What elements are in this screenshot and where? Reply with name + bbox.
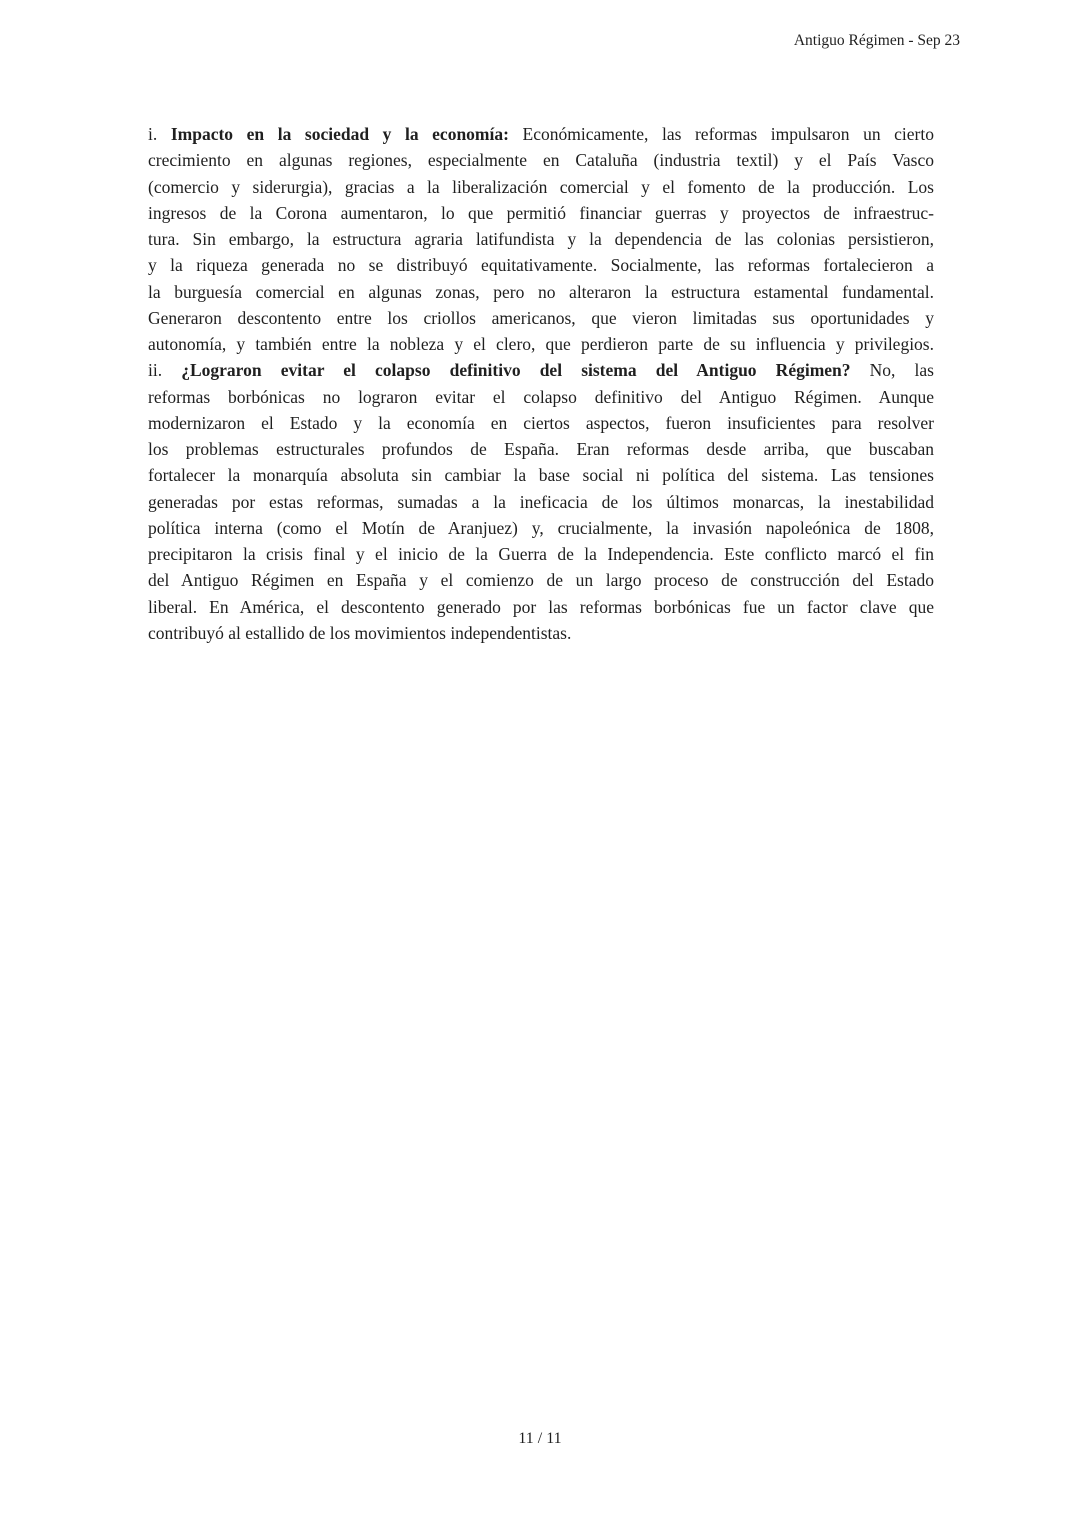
text-line: [148, 121, 934, 147]
text-segment: i.: [148, 124, 171, 144]
text-line: [148, 384, 934, 410]
text-line: [148, 541, 934, 567]
text-segment: ii.: [148, 360, 182, 381]
text-segment: Económicamente, las reformas impulsaron un cierto: [508, 124, 934, 144]
text-line: [148, 174, 934, 200]
text-line: [148, 252, 934, 278]
text-segment: modernizaron el Estado y la economía en ciertos aspectos, fueron insuficientes para resolver: [148, 412, 934, 433]
text-line: [148, 305, 934, 331]
bold-text-segment: ¿Lograron evitar el colapso definitivo del sistema del Antiguo Régimen?: [181, 360, 851, 381]
text-line: [148, 147, 934, 173]
text-segment: (comercio y siderurgia), gracias a la liberalización comercial y el fomento de la producción. Los: [148, 176, 934, 197]
text-line: [148, 357, 934, 383]
text-segment: contribuyó al estallido de los movimientos independentistas.: [148, 622, 572, 643]
text-line: [148, 567, 934, 593]
text-line: [148, 331, 934, 357]
text-line: [148, 489, 934, 515]
text-segment: ingresos de la Corona aumentaron, lo que permitió financiar guerras y proyectos de infraestruc-: [148, 202, 934, 223]
text-segment: del Antiguo Régimen en España y el comienzo de un largo proceso de construcción del Estado: [148, 570, 934, 591]
page-footer: [0, 1429, 1080, 1449]
document-body: [148, 121, 934, 646]
text-segment: precipitaron la crisis final y el inicio de la Guerra de la Independencia. Este conflicto marcó el fin: [148, 544, 934, 564]
text-line: [148, 620, 934, 646]
text-line: [148, 226, 934, 252]
text-segment: generadas por estas reformas, sumadas a la ineficacia de los últimos monarcas, la inestabilidad: [148, 491, 934, 512]
text-line: [148, 279, 934, 305]
page-number: 11 / 11: [518, 1430, 562, 1447]
text-line: [148, 200, 934, 226]
text-segment: la burguesía comercial en algunas zonas, pero no alteraron la estructura estamental fundamental.: [148, 281, 934, 302]
text-line: [148, 462, 934, 488]
page-header: [794, 31, 960, 51]
text-line: [148, 515, 934, 541]
text-segment: autonomía, y también entre la nobleza y el clero, que perdieron parte de su influencia y privilegios.: [148, 334, 934, 354]
text-line: [148, 594, 934, 620]
bold-text-segment: Impacto en la sociedad y la economía:: [170, 124, 509, 144]
text-segment: crecimiento en algunas regiones, especialmente en Cataluña (industria textil) y el País Vasco: [148, 150, 934, 171]
text-segment: No, las: [850, 360, 934, 381]
text-segment: Generaron descontento entre los criollos americanos, que vieron limitadas sus oportunidades y: [148, 307, 934, 328]
text-segment: tura. Sin embargo, la estructura agraria latifundista y la dependencia de las colonias persistieron,: [148, 229, 934, 249]
text-line: [148, 436, 934, 462]
text-segment: liberal. En América, el descontento generado por las reformas borbónicas fue un factor clave que: [148, 596, 934, 617]
text-segment: reformas borbónicas no lograron evitar el colapso definitivo del Antiguo Régimen. Aunque: [148, 386, 934, 407]
text-segment: y la riqueza generada no se distribuyó equitativamente. Socialmente, las reformas fortalecieron a: [148, 255, 934, 276]
text-line: [148, 410, 934, 436]
text-segment: los problemas estructurales profundos de España. Eran reformas desde arriba, que buscaban: [148, 439, 934, 459]
text-segment: política interna (como el Motín de Aranjuez) y, crucialmente, la invasión napoleónica de 1808,: [148, 517, 934, 538]
text-segment: fortalecer la monarquía absoluta sin cambiar la base social ni política del sistema. Las tensiones: [148, 465, 934, 486]
header-title: Antiguo Régimen - Sep 23: [793, 32, 960, 49]
